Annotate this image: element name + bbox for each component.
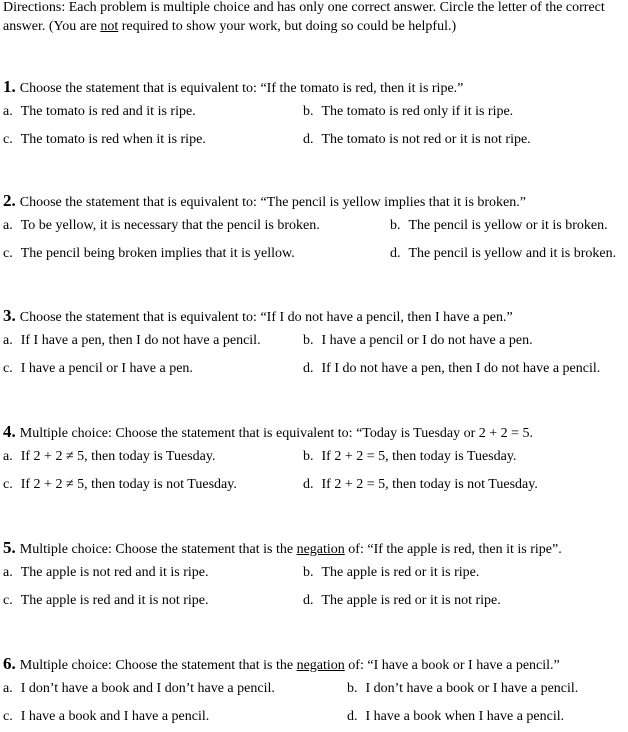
directions <box>3 0 625 36</box>
option-letter: a. <box>3 218 13 233</box>
question-underlined: negation <box>296 658 345 673</box>
option-b[interactable] <box>390 212 608 240</box>
option-letter: d. <box>303 477 314 492</box>
option-a[interactable] <box>3 675 275 703</box>
option-d[interactable] <box>303 355 600 383</box>
question-text: Choose the statement that is equivalent to: <box>19 310 261 325</box>
question-text: Multiple choice: Choose the statement that is equivalent to: <box>19 426 357 441</box>
option-c[interactable] <box>3 355 193 383</box>
option-letter: c. <box>3 477 13 492</box>
option-text: The apple is red or it is not ripe. <box>321 593 501 608</box>
option-text: The tomato is red and it is ripe. <box>20 104 196 119</box>
option-letter: c. <box>3 361 13 376</box>
question-stem <box>3 421 628 443</box>
question-3 <box>3 305 628 383</box>
option-b[interactable] <box>303 327 533 355</box>
question-underlined: negation <box>296 542 345 557</box>
option-text: If 2 + 2 = 5, then today is Tuesday. <box>321 449 517 464</box>
option-letter: a. <box>3 681 13 696</box>
option-a[interactable] <box>3 559 209 587</box>
question-text-end: “The pencil is yellow implies that it is broken.” <box>260 195 526 210</box>
option-text: If 2 + 2 ≠ 5, then today is Tuesday. <box>20 449 216 464</box>
question-2 <box>3 190 628 268</box>
question-text: Multiple choice: Choose the statement that is the <box>19 658 297 673</box>
option-letter: d. <box>303 132 314 147</box>
question-5 <box>3 537 628 615</box>
question-number: 5. <box>3 538 16 557</box>
option-letter: d. <box>303 593 314 608</box>
question-6 <box>3 653 628 731</box>
directions-text-1: Directions: Each problem is multiple choice and has only one correct answer. Circle the letter of the correct answer. (You are <box>3 0 605 34</box>
option-text: The pencil is yellow or it is broken. <box>408 218 608 233</box>
option-letter: d. <box>303 361 314 376</box>
option-text: I have a book when I have a pencil. <box>365 709 565 724</box>
option-c[interactable] <box>3 471 237 499</box>
question-text: Choose the statement that is equivalent to: <box>19 81 261 96</box>
option-text: The pencil is yellow and it is broken. <box>408 246 617 261</box>
option-letter: b. <box>303 449 314 464</box>
question-number: 2. <box>3 191 16 210</box>
option-a[interactable] <box>3 212 320 240</box>
question-text-end: of: “I have a book or I have a pencil.” <box>344 658 560 673</box>
question-4 <box>3 421 628 499</box>
option-text: I have a pencil or I have a pen. <box>20 361 193 376</box>
option-letter: b. <box>347 681 358 696</box>
option-text: I don’t have a book or I have a pencil. <box>365 681 579 696</box>
option-letter: d. <box>347 709 358 724</box>
directions-text-2: required to show your work, but doing so could be helpful.) <box>118 19 457 34</box>
option-text: If 2 + 2 ≠ 5, then today is not Tuesday. <box>20 477 237 492</box>
option-letter: b. <box>390 218 401 233</box>
option-text: The tomato is red only if it is ripe. <box>321 104 514 119</box>
question-text-end: “If the tomato is red, then it is ripe.” <box>260 81 464 96</box>
option-d[interactable] <box>303 126 531 154</box>
option-text: If I have a pen, then I do not have a pencil. <box>20 333 261 348</box>
option-b[interactable] <box>303 98 513 126</box>
option-text: The apple is red or it is ripe. <box>321 565 480 580</box>
question-number: 4. <box>3 422 16 441</box>
option-c[interactable] <box>3 587 209 615</box>
option-text: To be yellow, it is necessary that the pencil is broken. <box>20 218 320 233</box>
option-letter: c. <box>3 709 13 724</box>
option-text: If I do not have a pen, then I do not have a pencil. <box>321 361 601 376</box>
option-d[interactable] <box>390 240 616 268</box>
option-letter: b. <box>303 333 314 348</box>
question-text: Choose the statement that is equivalent to: <box>19 195 261 210</box>
question-number: 6. <box>3 654 16 673</box>
option-text: The tomato is red when it is ripe. <box>20 132 206 147</box>
option-letter: c. <box>3 593 13 608</box>
question-stem <box>3 653 628 675</box>
question-stem <box>3 76 628 98</box>
question-text-end: “If I do not have a pencil, then I have a pen.” <box>260 310 513 325</box>
option-text: I don’t have a book and I don’t have a pencil. <box>20 681 275 696</box>
option-c[interactable] <box>3 703 209 731</box>
option-letter: b. <box>303 104 314 119</box>
question-number: 3. <box>3 306 16 325</box>
option-letter: c. <box>3 132 13 147</box>
option-text: The tomato is not red or it is not ripe. <box>321 132 531 147</box>
option-letter: a. <box>3 565 13 580</box>
question-stem <box>3 537 628 559</box>
option-b[interactable] <box>303 443 516 471</box>
option-text: The apple is red and it is not ripe. <box>20 593 209 608</box>
option-c[interactable] <box>3 126 206 154</box>
question-text: Multiple choice: Choose the statement that is the <box>19 542 297 557</box>
question-number: 1. <box>3 77 16 96</box>
option-letter: a. <box>3 104 13 119</box>
option-b[interactable] <box>303 559 479 587</box>
option-letter: a. <box>3 449 13 464</box>
option-letter: d. <box>390 246 401 261</box>
option-a[interactable] <box>3 98 196 126</box>
option-b[interactable] <box>347 675 578 703</box>
option-a[interactable] <box>3 443 215 471</box>
option-letter: c. <box>3 246 13 261</box>
question-stem <box>3 305 628 327</box>
option-text: The pencil being broken implies that it is yellow. <box>20 246 295 261</box>
option-d[interactable] <box>303 471 538 499</box>
option-text: I have a book and I have a pencil. <box>20 709 210 724</box>
question-1 <box>3 76 628 154</box>
option-a[interactable] <box>3 327 261 355</box>
option-text: I have a pencil or I do not have a pen. <box>321 333 533 348</box>
option-text: If 2 + 2 = 5, then today is not Tuesday. <box>321 477 538 492</box>
option-letter: a. <box>3 333 13 348</box>
option-text: The apple is not red and it is ripe. <box>20 565 209 580</box>
option-d[interactable] <box>347 703 564 731</box>
option-letter: b. <box>303 565 314 580</box>
directions-not: not <box>100 19 119 34</box>
question-text-end: “Today is Tuesday or 2 + 2 = 5. <box>356 426 534 441</box>
question-stem <box>3 190 628 212</box>
option-c[interactable] <box>3 240 295 268</box>
question-text-end: of: “If the apple is red, then it is ripe”. <box>344 542 562 557</box>
option-d[interactable] <box>303 587 501 615</box>
